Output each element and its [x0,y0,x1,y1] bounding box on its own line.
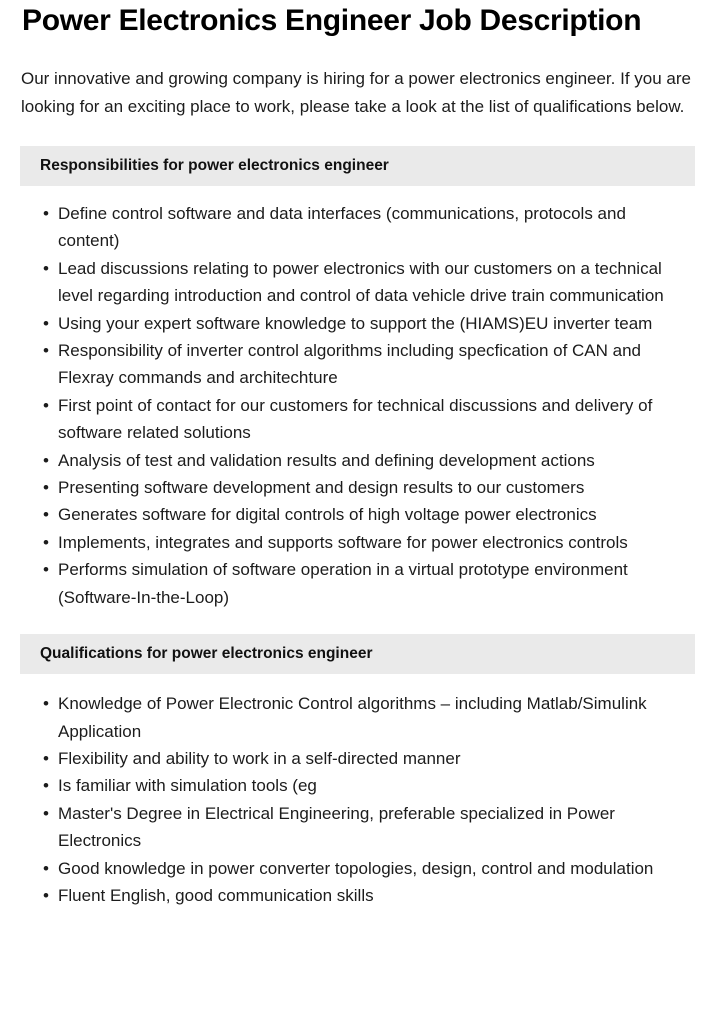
section-heading-text: Responsibilities for power electronics engineer [40,157,389,174]
qualifications-list [0,674,720,909]
list-item: • Performs simulation of software operation in a virtual prototype environment (Software-In-the-Loop) [0,556,696,611]
page-title: Power Electronics Engineer Job Description [22,4,642,37]
responsibilities-list [0,186,720,611]
list-item: • First point of contact for our customers for technical discussions and delivery of software related solutions [0,392,696,447]
list-item: • Is familiar with simulation tools (eg [0,772,696,799]
intro-paragraph: Our innovative and growing company is hiring for a power electronics engineer. If you are looking for an exciting place to work, please take a look at the list of qualifications below. [21,69,691,116]
list-item: • Lead discussions relating to power electronics with our customers on a technical level regarding introduction and control of data vehicle drive train communication [0,255,696,310]
section-heading-text: Qualifications for power electronics engineer [40,645,373,663]
list-item: • Fluent English, good communication skills [0,882,696,909]
list-item: • Using your expert software knowledge to support the (HIAMS)EU inverter team [0,310,696,337]
list-item: • Analysis of test and validation results and defining development actions [0,447,696,474]
list-item: • Generates software for digital controls of high voltage power electronics [0,501,696,528]
list-item: • Define control software and data interfaces (communications, protocols and content) [0,200,696,255]
list-item: • Responsibility of inverter control algorithms including specfication of CAN and Flexray commands and architechture [0,337,696,392]
section-qualifications [0,634,720,909]
section-header-qualifications [20,634,695,674]
list-item: • Knowledge of Power Electronic Control algorithms – including Matlab/Simulink Application [0,690,696,745]
list-item: • Master's Degree in Electrical Engineering, preferable specialized in Power Electronics [0,800,696,855]
section-responsibilities [0,146,720,611]
list-item: • Good knowledge in power converter topologies, design, control and modulation [0,855,696,882]
list-item: • Implements, integrates and supports software for power electronics controls [0,529,696,556]
section-header-responsibilities [20,146,695,186]
list-item: • Flexibility and ability to work in a self-directed manner [0,745,696,772]
list-item: • Presenting software development and design results to our customers [0,474,696,501]
